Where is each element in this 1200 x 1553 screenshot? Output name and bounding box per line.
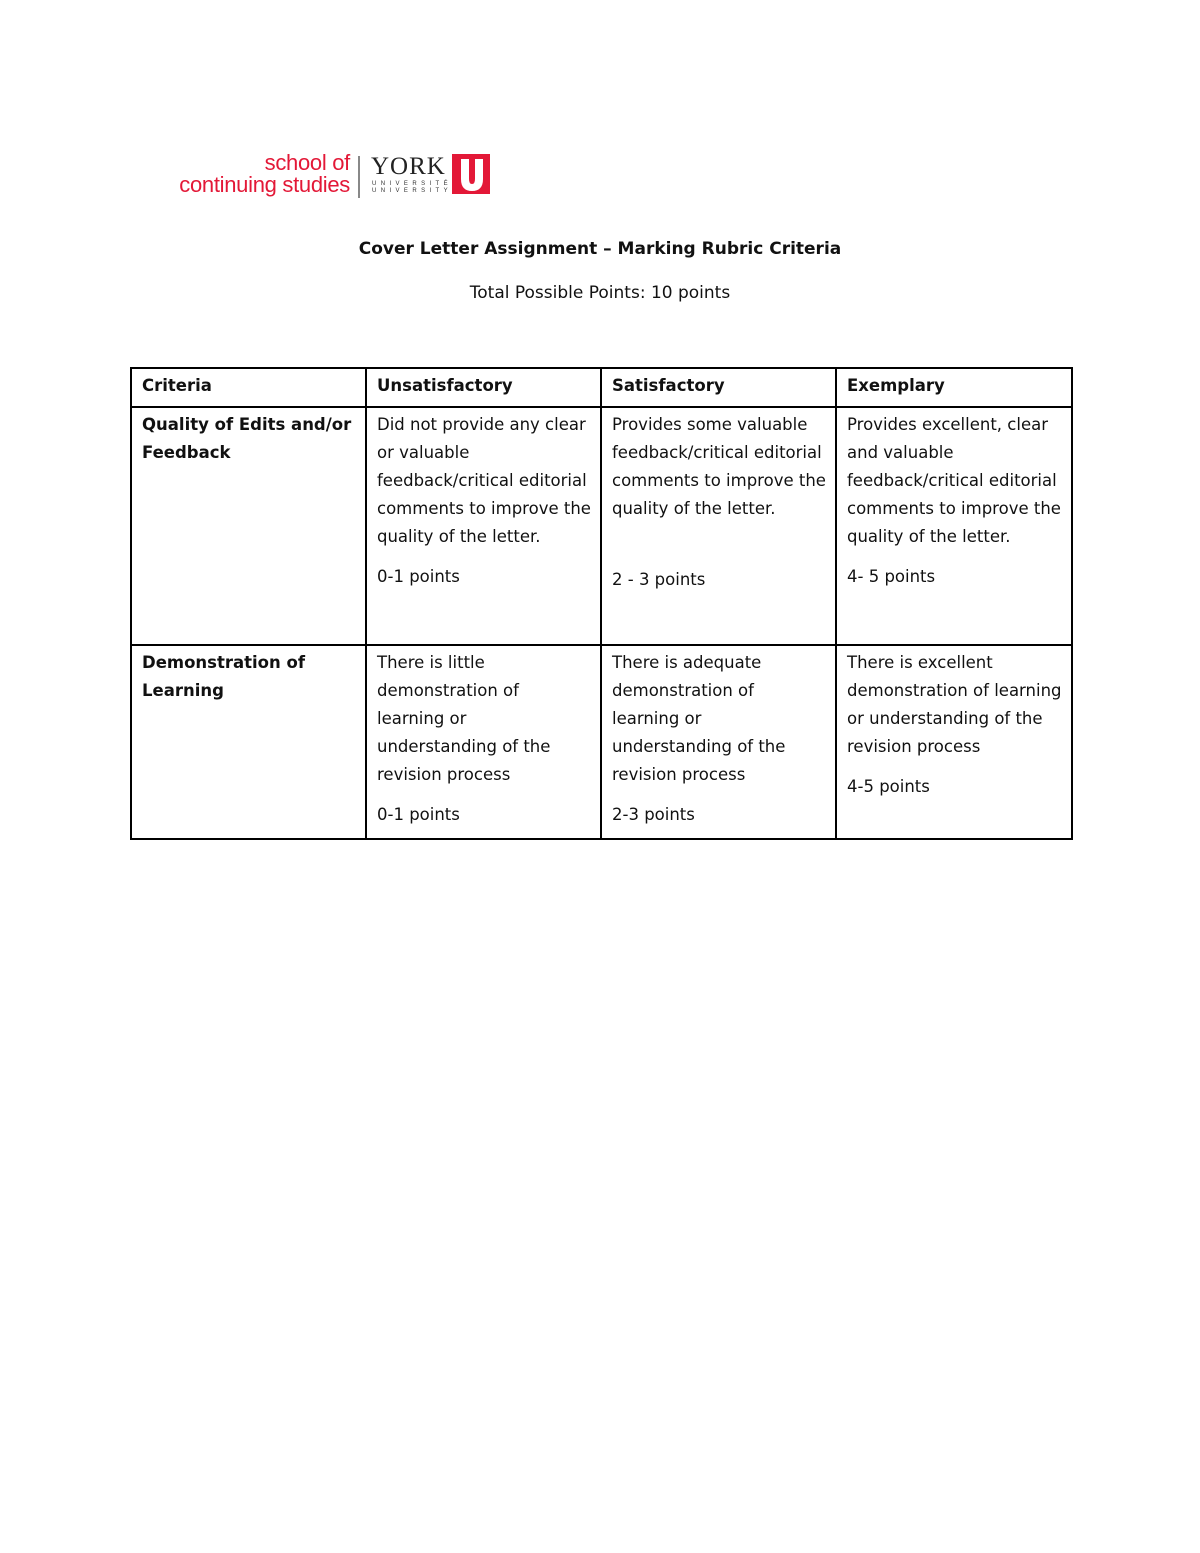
total-points: Total Possible Points: 10 points bbox=[469, 283, 731, 303]
rubric-table bbox=[130, 367, 1073, 840]
cell-description: There is excellent demonstration of learning or understanding of the revision process bbox=[847, 653, 1062, 756]
cell-description: Provides some valuable feedback/critical editorial comments to improve the quality of the letter. bbox=[612, 415, 826, 518]
criteria-cell: Demonstration of Learning bbox=[131, 645, 366, 839]
table-header-row bbox=[131, 368, 1072, 407]
york-wordmark: YORK bbox=[371, 153, 446, 180]
header-unsatisfactory: Unsatisfactory bbox=[366, 368, 601, 407]
exemplary-cell bbox=[836, 407, 1072, 645]
header-satisfactory: Satisfactory bbox=[601, 368, 836, 407]
cell-points: 0-1 points bbox=[377, 805, 460, 824]
exemplary-cell bbox=[836, 645, 1072, 839]
table-row bbox=[131, 645, 1072, 839]
header-criteria: Criteria bbox=[131, 368, 366, 407]
logo-line1: school of bbox=[264, 150, 350, 175]
york-u-icon bbox=[452, 154, 490, 194]
cell-points: 2-3 points bbox=[612, 805, 695, 824]
cell-description: There is adequate demonstration of learning or understanding of the revision process bbox=[612, 653, 786, 784]
logo-university: UNIVERSITY bbox=[372, 188, 453, 194]
satisfactory-cell bbox=[601, 645, 836, 839]
cell-points: 0-1 points bbox=[377, 567, 460, 586]
header-exemplary: Exemplary bbox=[836, 368, 1072, 407]
cell-points: 2 - 3 points bbox=[612, 570, 706, 589]
cell-description: Did not provide any clear or valuable feedback/critical editorial comments to improve the quality of the letter. bbox=[377, 415, 591, 546]
satisfactory-cell bbox=[601, 407, 836, 645]
logo-universite: UNIVERSITÉ bbox=[372, 181, 453, 187]
unsatisfactory-cell bbox=[366, 645, 601, 839]
university-wordmark bbox=[372, 181, 452, 195]
logo-divider bbox=[358, 156, 360, 198]
school-logo bbox=[160, 152, 500, 202]
logo-line2: continuing studies bbox=[179, 172, 350, 197]
cell-points: 4-5 points bbox=[847, 777, 930, 796]
cell-description: Provides excellent, clear and valuable feedback/critical editorial comments to improve the quality of the letter. bbox=[847, 415, 1061, 546]
criteria-cell: Quality of Edits and/or Feedback bbox=[131, 407, 366, 645]
cell-points: 4- 5 points bbox=[847, 567, 936, 586]
table-row bbox=[131, 407, 1072, 645]
cell-description: There is little demonstration of learning or understanding of the revision process bbox=[377, 653, 551, 784]
unsatisfactory-cell bbox=[366, 407, 601, 645]
document-title: Cover Letter Assignment – Marking Rubric Criteria bbox=[358, 239, 842, 259]
school-of-continuing-studies-wordmark bbox=[179, 152, 350, 196]
